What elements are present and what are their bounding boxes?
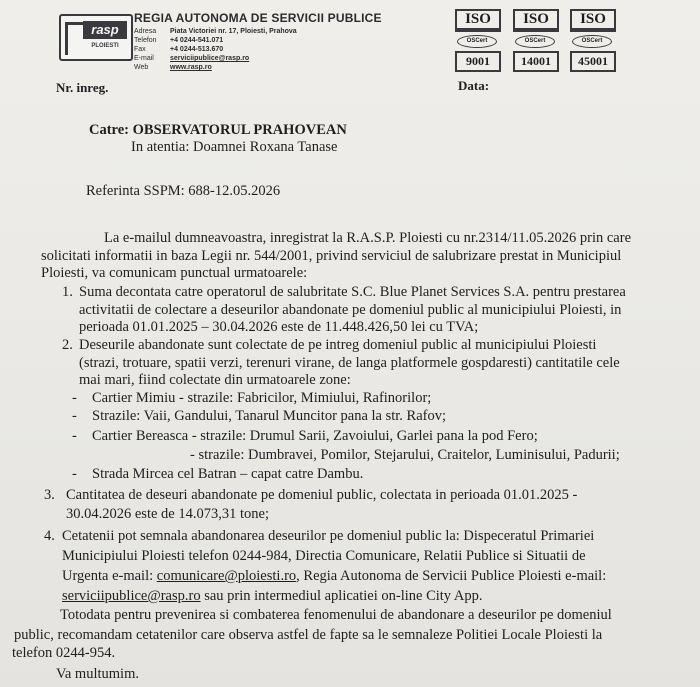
zone-item: Cartier Bereasca - strazile: Drumul Sarii, Zavoiului, Garlei pana la pod Fero;	[92, 428, 538, 444]
intro-line: Ploiesti, va comunicam punctual urmatoarele:	[41, 265, 308, 281]
contact-fax: Fax +4 0244-513.670	[134, 46, 224, 53]
thanks-line: Va multumim.	[56, 666, 139, 682]
zone-dash: -	[72, 466, 77, 482]
iso-14001-badge: ISO OSCert 14001	[513, 9, 559, 72]
rasp-logo	[59, 14, 133, 61]
registration-number-label: Nr. inreg.	[56, 80, 109, 95]
item2-line: mai mari, fiind colectate din urmatoarele zone:	[79, 372, 351, 388]
contact-phone: Telefon +4 0244-541.071	[134, 37, 224, 44]
recipient: Catre: OBSERVATORUL PRAHOVEAN	[89, 122, 347, 138]
contact-web: Web www.rasp.ro	[134, 64, 212, 71]
item3-line: 30.04.2026 este de 14.073,31 tone;	[66, 506, 269, 522]
contact-email: E-mail serviciipublice@rasp.ro	[134, 55, 250, 62]
zone-item: - strazile: Dumbravei, Pomilor, Stejarului, Craitelor, Luminisului, Padurii;	[190, 447, 620, 463]
intro-line: solicitati informatii in baza Legii nr. 544/2001, privind serviciul de salubrizare prestat in Municipiul	[41, 248, 622, 264]
item4-line: serviciipublice@rasp.ro sau prin intermediul aplicatiei on-line City App.	[62, 588, 483, 604]
zone-item: Cartier Mimiu - strazile: Fabricilor, Mimiului, Rafinorilor;	[92, 390, 432, 406]
oscert-icon: OSCert	[457, 35, 497, 48]
item2-line: (strazi, trotuare, spatii verzi, terenuri virane, de langa platformele gospdaresti) cantitatile cele	[79, 355, 620, 371]
closing-line: telefon 0244-954.	[12, 645, 116, 661]
item1-line: activitatii de colectare a deseurilor abandonate pe domeniul public al municipiului Ploiesti, in	[79, 302, 622, 318]
zone-dash: -	[72, 428, 77, 444]
item4-line: Municipiului Ploiesti telefon 0244-984, Directia Comunicare, Relatii Publice si Situatii de	[62, 548, 586, 564]
item2-line: Deseurile abandonate sunt colectate de pe intreg domeniul public al municipiului Ploiesti	[79, 337, 597, 353]
closing-line: public, recomandam cetatenilor care observa astfel de fapte sa le semnaleze Politiei Locale Ploiesti la	[14, 627, 603, 643]
item4-line: Urgenta e-mail: comunicare@ploiesti.ro, Regia Autonoma de Servicii Publice Ploiesti e-mail:	[62, 568, 607, 584]
closing-line: Totodata pentru prevenirea si combaterea fenomenului de abandonare a deseurilor pe domeniul	[60, 607, 612, 623]
reference-line: Referinta SSPM: 688-12.05.2026	[86, 183, 281, 199]
item1-line: perioada 01.01.2025 – 30.04.2026 este de 11.448.426,50 lei cu TVA;	[79, 319, 479, 335]
logo-subtext: PLOIESTI	[91, 43, 119, 49]
logo-mark-icon	[65, 22, 84, 55]
attention-line: In atentia: Doamnei Roxana Tanase	[131, 139, 338, 155]
zone-dash: -	[72, 408, 77, 424]
intro-line: La e-mailul dumneavoastra, inregistrat la R.A.S.P. Ploiesti cu nr.2314/11.05.2026 prin care	[104, 230, 631, 246]
list-number: 1.	[62, 284, 73, 300]
item1-line: Suma decontata catre operatorul de salubritate S.C. Blue Planet Services S.A. pentru prestarea	[79, 284, 626, 300]
list-number: 3.	[44, 487, 55, 503]
list-number: 2.	[62, 337, 73, 353]
organization-name: REGIA AUTONOMA DE SERVICII PUBLICE	[134, 11, 382, 25]
contact-address: Adresa Piata Victoriei nr. 17, Ploiesti, Prahova	[134, 28, 297, 35]
oscert-icon: OSCert	[572, 35, 612, 48]
iso-9001-badge: ISO OSCert 9001	[455, 9, 501, 72]
logo-text: rasp	[83, 21, 127, 39]
zone-item: Strada Mircea cel Batran – capat catre Dambu.	[92, 466, 364, 482]
date-label: Data:	[458, 78, 490, 93]
comunicare-email-link[interactable]: comunicare@ploiesti.ro	[156, 568, 297, 584]
iso-45001-badge: ISO OSCert 45001	[570, 9, 616, 72]
item4-line: Cetatenii pot semnala abandonarea deseurilor pe domeniul public la: Dispeceratul Primariei	[62, 528, 595, 544]
zone-dash: -	[72, 390, 77, 406]
oscert-icon: OSCert	[515, 35, 555, 48]
rasp-email-link[interactable]: serviciipublice@rasp.ro	[62, 588, 201, 604]
zone-item: Strazile: Vaii, Gandului, Tanarul Muncitor pana la str. Rafov;	[92, 408, 447, 424]
item3-line: Cantitatea de deseuri abandonate pe domeniul public, colectata in perioada 01.01.2025 -	[66, 487, 578, 503]
list-number: 4.	[44, 528, 55, 544]
